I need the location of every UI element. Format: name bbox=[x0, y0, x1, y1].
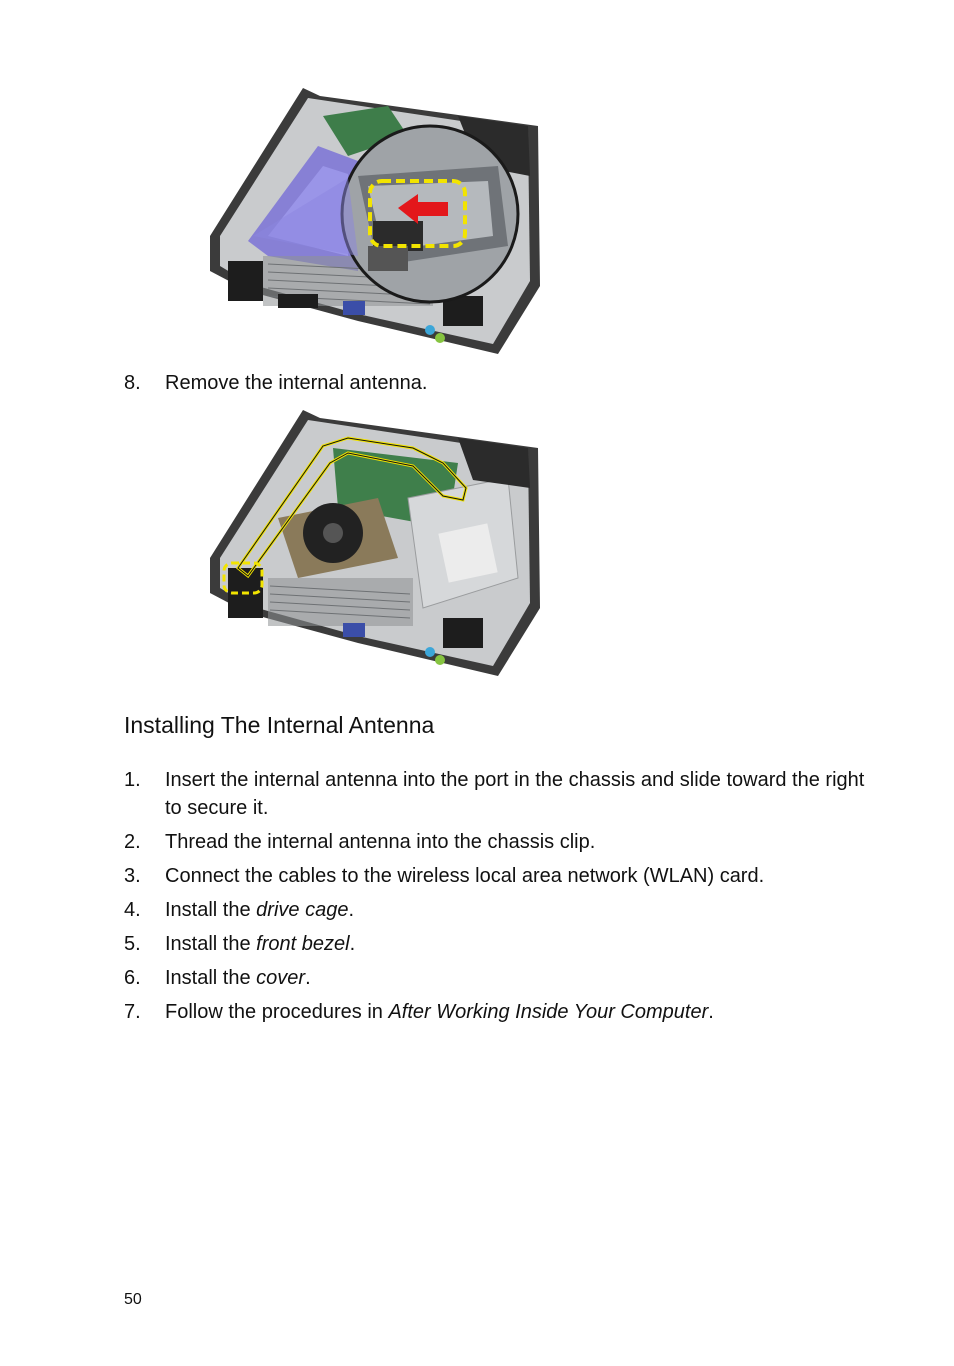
cover-link[interactable]: cover bbox=[256, 967, 306, 989]
step-text-suffix: . bbox=[305, 967, 311, 989]
step-text-prefix: Install the bbox=[165, 967, 257, 989]
drive-cage-link[interactable]: drive cage bbox=[256, 899, 349, 921]
step-text: Connect the cables to the wireless local area network (WLAN) card. bbox=[165, 865, 765, 887]
section-heading: Installing The Internal Antenna bbox=[124, 712, 435, 738]
step-text-suffix: . bbox=[348, 899, 355, 921]
step-text-prefix: Follow the procedures in bbox=[165, 1001, 389, 1023]
step-text bbox=[165, 930, 865, 958]
step-number: 1. bbox=[124, 769, 141, 791]
after-working-link[interactable]: After Working Inside Your Computer bbox=[388, 1001, 709, 1023]
front-bezel-link[interactable]: front bezel bbox=[256, 933, 350, 955]
step-text-suffix: . bbox=[349, 933, 356, 955]
step-text bbox=[165, 998, 865, 1026]
step-number: 8. bbox=[124, 372, 141, 394]
step-number: 6. bbox=[124, 967, 141, 989]
step-number: 2. bbox=[124, 831, 141, 853]
step-number: 4. bbox=[124, 899, 141, 921]
step-text: Remove the internal antenna. bbox=[165, 372, 428, 394]
step-text-suffix: . bbox=[708, 1001, 714, 1023]
chassis-latch-illustration bbox=[208, 86, 554, 356]
page-number: 50 bbox=[124, 1291, 142, 1308]
step-number: 3. bbox=[124, 865, 141, 887]
step-text bbox=[165, 896, 865, 924]
step-number: 7. bbox=[124, 1001, 141, 1023]
step-text bbox=[165, 964, 865, 992]
step-number: 5. bbox=[124, 933, 141, 955]
step-text: Insert the internal antenna into the port in the chassis and slide toward the right to secure it. bbox=[165, 769, 865, 819]
step-text-prefix: Install the bbox=[165, 899, 257, 921]
step-text-prefix: Install the bbox=[165, 933, 257, 955]
step-text: Thread the internal antenna into the chassis clip. bbox=[165, 831, 596, 853]
internal-antenna-illustration bbox=[208, 408, 542, 678]
